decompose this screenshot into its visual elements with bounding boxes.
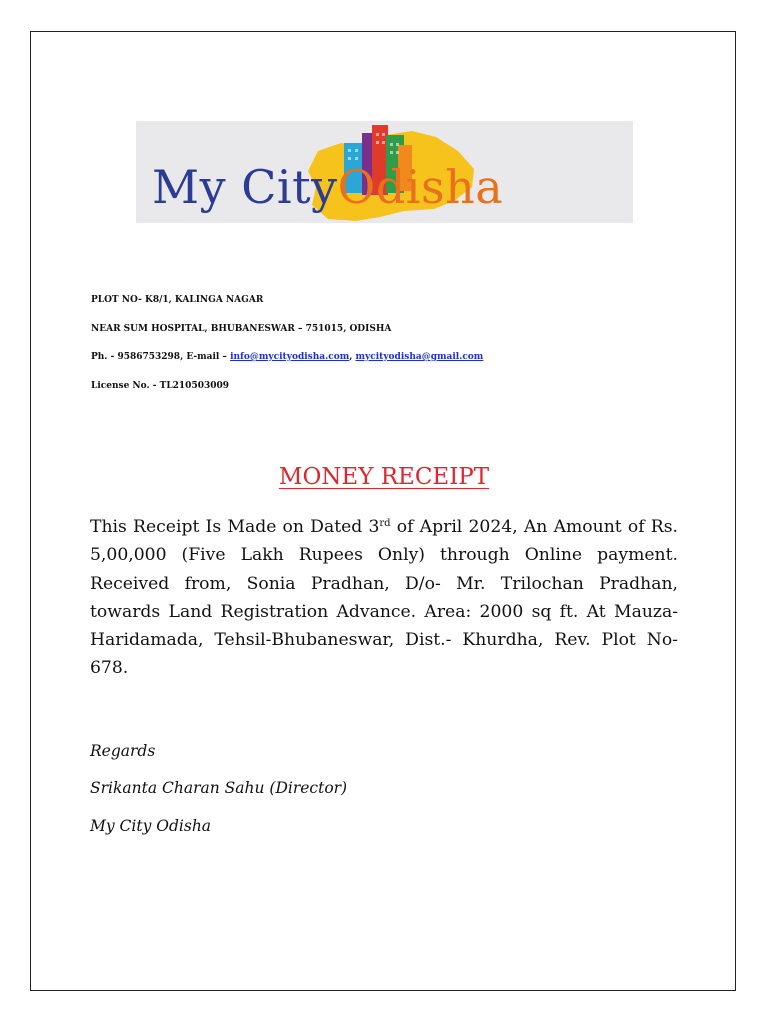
company-logo	[136, 121, 633, 223]
logo-text-my: My	[152, 160, 227, 214]
address-line-1: PLOT NO- K8/1, KALINGA NAGAR	[91, 295, 264, 305]
receipt-title: MONEY RECEIPT	[278, 464, 490, 490]
logo-wordmark	[152, 159, 503, 215]
regards-text: Regards	[90, 742, 156, 760]
phone-text: Ph. - 9586753298, E-mail –	[91, 352, 231, 362]
address-line-2: NEAR SUM HOSPITAL, BHUBANESWAR – 751015, ODISHA	[91, 324, 392, 334]
contact-line	[91, 352, 483, 362]
license-line: License No. - TL210503009	[91, 381, 230, 391]
receipt-text-start: This Receipt Is Made on Dated 3	[90, 517, 380, 537]
date-ordinal: rd	[379, 518, 391, 529]
email-link-info[interactable]: info@mycityodisha.com	[230, 352, 350, 362]
email-separator: ,	[349, 352, 356, 362]
logo-text-city: City	[241, 160, 338, 214]
receipt-text-rest: of April 2024, An Amount of Rs. 5,00,000 (Five Lakh Rupees Only) through Online payment. Received from, Sonia Pradhan, D/o- Mr. Trilochan Pradhan, towards Land Registration Advance. Area: 2000 sq ft. At Mauza- Haridamada, Tehsil-Bhubaneswar, Dist.- Khurdha, Rev. Plot No-678.	[90, 517, 678, 679]
signatory-name: Srikanta Charan Sahu (Director)	[90, 779, 348, 797]
receipt-body	[90, 513, 678, 683]
logo-text-odisha: Odisha	[337, 160, 504, 214]
email-link-gmail[interactable]: mycityodisha@gmail.com	[355, 352, 484, 362]
signatory-company: My City Odisha	[90, 817, 212, 835]
